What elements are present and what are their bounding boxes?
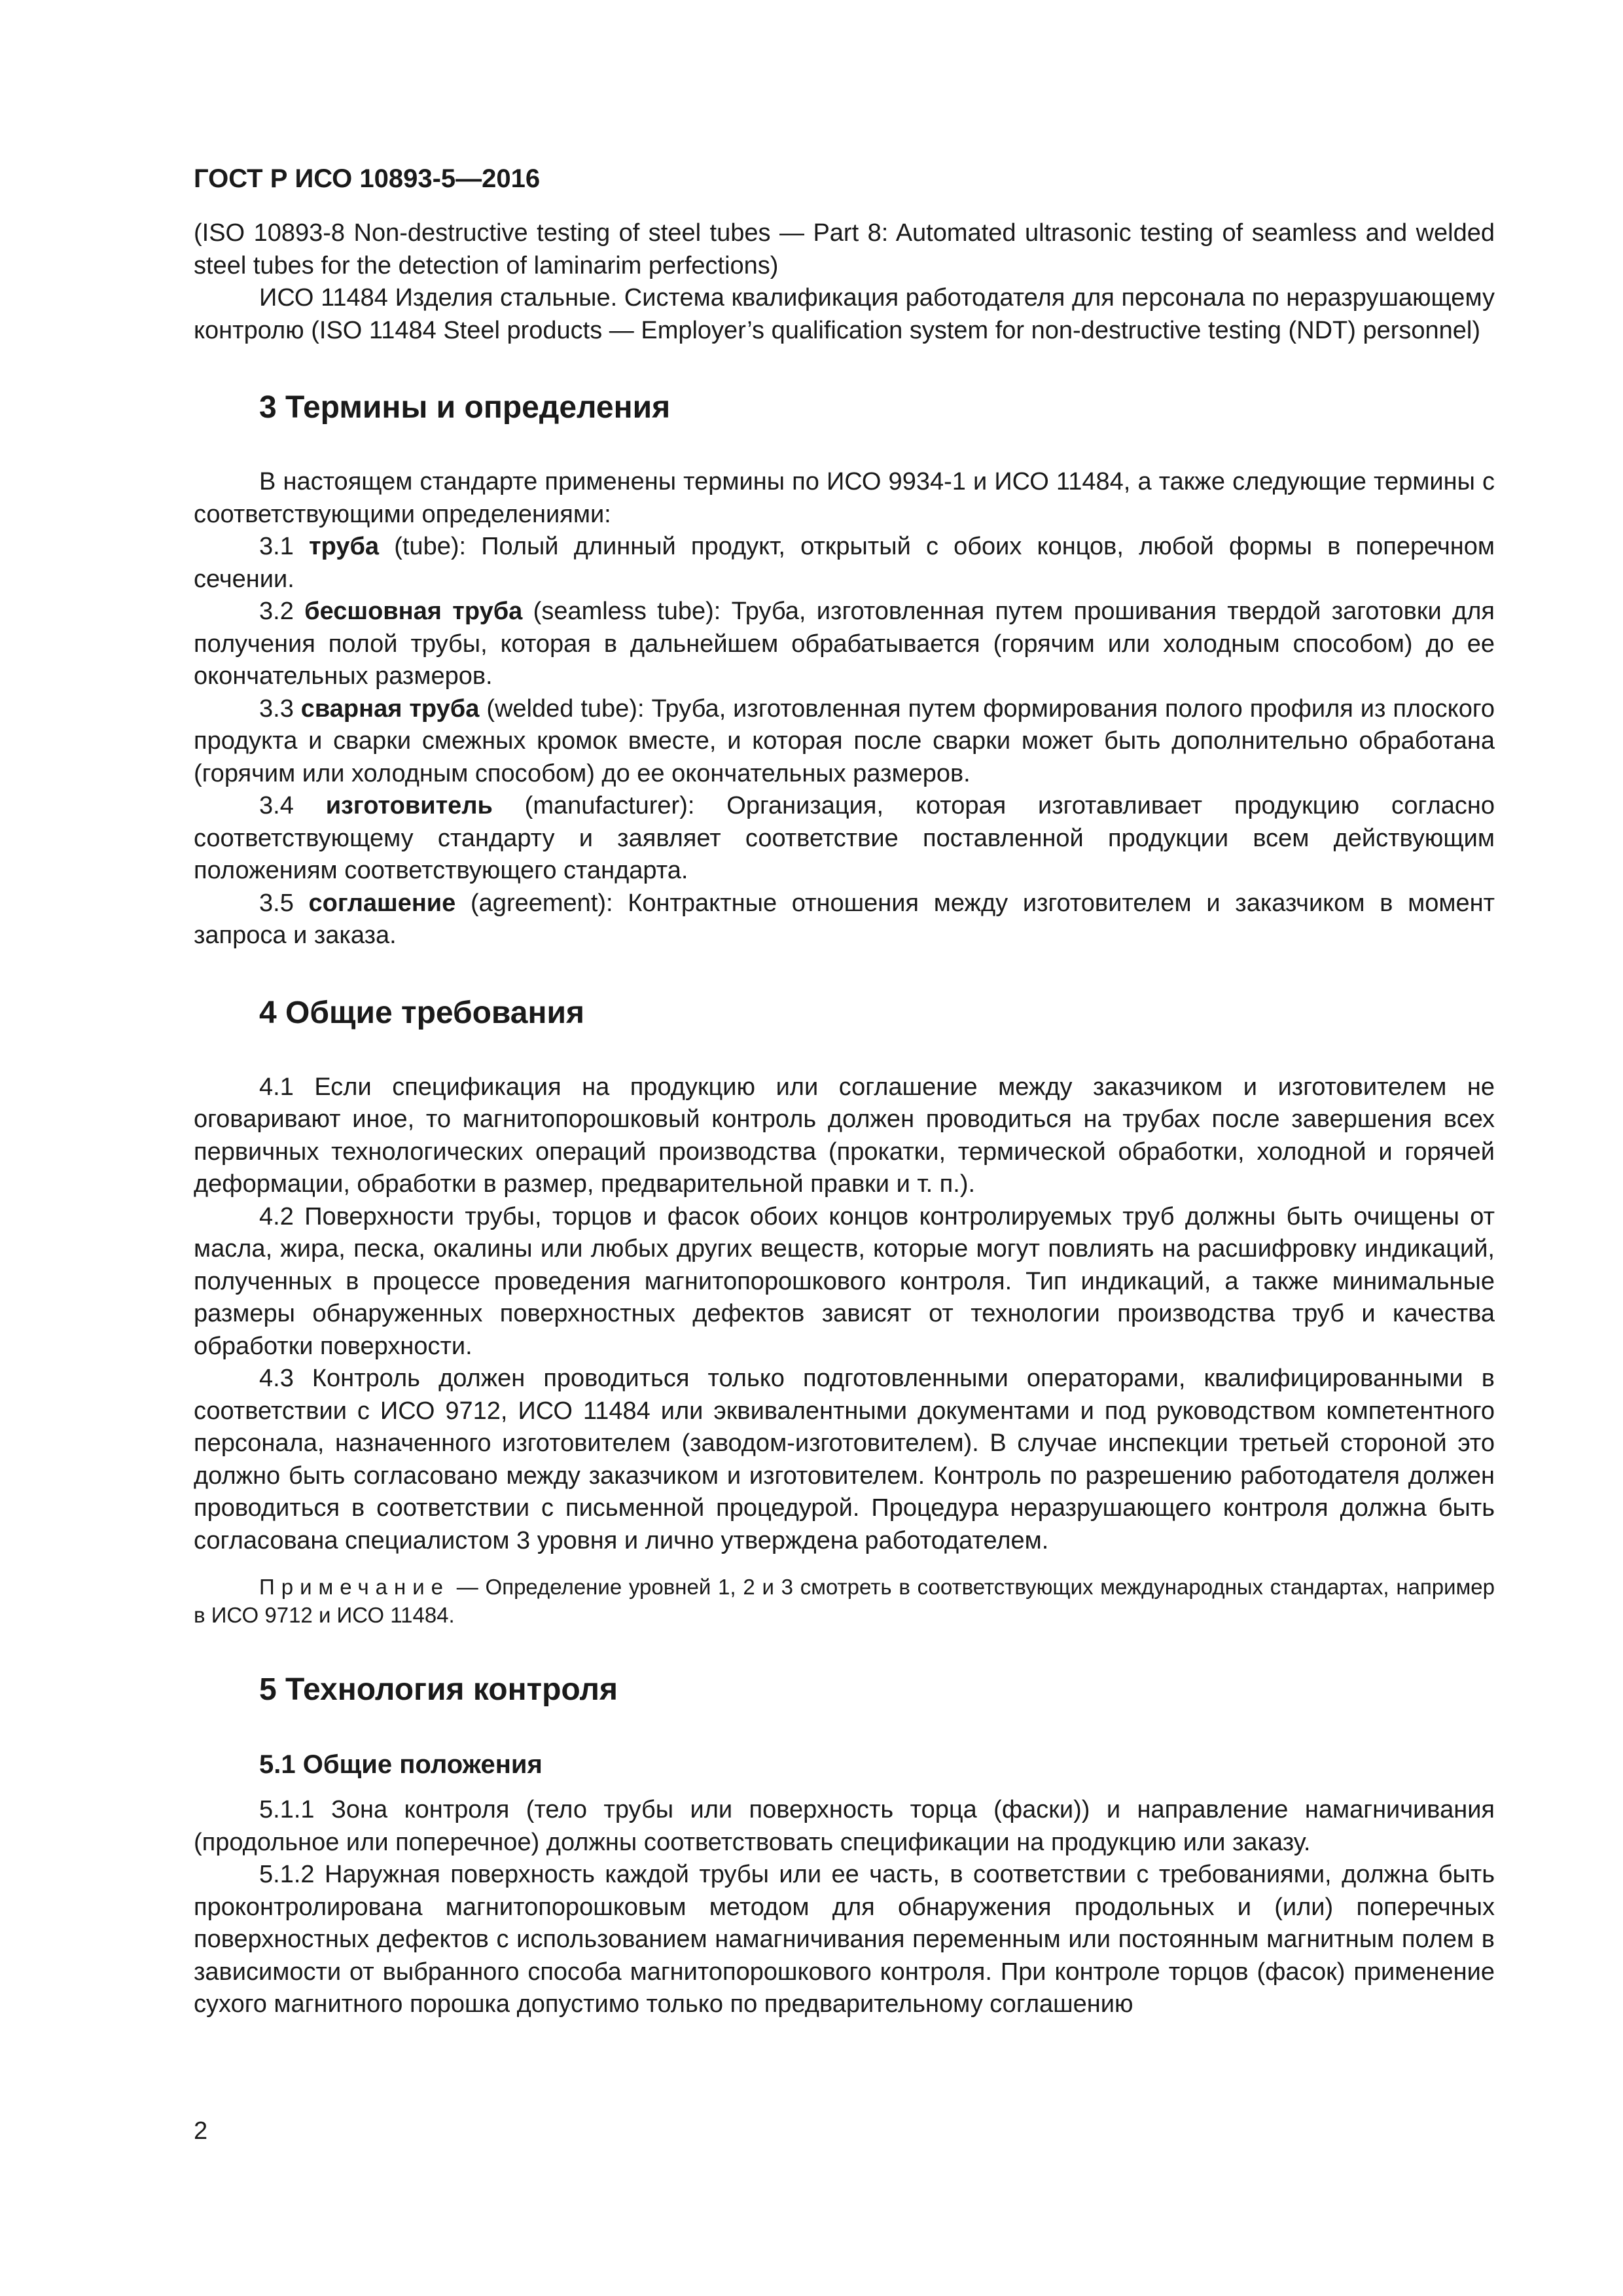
definition-term: бесшовная труба (304, 598, 523, 625)
note-text: — Определение уровней 1, 2 и 3 смотреть в соответствующих международных стандартах, например в ИСО 9712 и ИСО 11484. (194, 1575, 1495, 1627)
definition-term: труба (309, 533, 380, 560)
definition-term: сварная труба (300, 694, 480, 723)
definition-term: изготовитель (325, 792, 493, 819)
clause-5-1-2: 5.1.2 Наружная поверхность каждой трубы или ее часть, в соответствии с требованиями, должна быть проконтролирована магнитопорошковым методом для обнаружения продольных и (или) поперечных поверхностных дефектов с использованием намагничивания переменным или постоянным магнитным полем в зависимости от выбранного способа магнитопорошкового контроля. При контроле торцов (фасок) применение сухого магнитного порошка допустимо только по предварительному соглашению (194, 1861, 1495, 2018)
clause-4-1: 4.1 Если спецификация на продукцию или соглашение между заказчиком и изготовителем не оговаривают иное, то магнитопорошковый контроль должен проводиться на трубах после завершения всех первичных технологических операций производства (прокатки, термической обработки, холодной и горячей деформации, обработки в размер, предварительной правки и т. п.). (194, 1073, 1495, 1198)
definition-number: 3.4 (259, 792, 294, 819)
definition-3-3 (194, 693, 1495, 791)
clause-5-1-1: 5.1.1 Зона контроля (тело трубы или поверхность торца (фаски)) и направление намагничивания (продольное или поперечное) должны соответствовать спецификации на продукцию или заказу. (194, 1796, 1495, 1856)
document-id-header: ГОСТ Р ИСО 10893-5—2016 (194, 164, 541, 193)
subsection-5-1-heading: 5.1 Общие положения (259, 1750, 543, 1779)
page-number: 2 (194, 2117, 208, 2145)
reference-paragraph: (ISO 10893-8 Non-destructive testing of steel tubes — Part 8: Automated ultrasonic testing of seamless and welded steel tubes for the detection of laminarim perfections) (194, 219, 1495, 279)
definition-number: 3.3 (259, 694, 294, 723)
section-3-heading: 3 Термины и определения (259, 390, 671, 425)
definition-3-5 (194, 888, 1495, 952)
section-5-heading: 5 Технология контроля (259, 1672, 618, 1707)
section-3-intro: В настоящем стандарте применены термины по ИСО 9934-1 и ИСО 11484, а также следующие термины с соответствующими определениями: (194, 468, 1495, 528)
section-4-heading: 4 Общие требования (259, 995, 584, 1030)
clause-4-2: 4.2 Поверхности трубы, торцов и фасок обоих концов контролируемых труб должны быть очищены от масла, жира, песка, окалины или любых других веществ, которые могут повлиять на расшифровку индикаций, полученных в процессе проведения магнитопорошкового контроля. Тип индикаций, а также минимальные размеры обнаруженных поверхностных дефектов зависят от технологии производства труб и качества обработки поверхности. (194, 1202, 1495, 1360)
definition-number: 3.2 (259, 598, 294, 625)
definition-number: 3.5 (259, 889, 294, 917)
definition-term: соглашение (308, 889, 456, 917)
note-paragraph (194, 1573, 1495, 1629)
definition-3-2 (194, 596, 1495, 693)
note-label: Примечание (259, 1575, 450, 1599)
definition-number: 3.1 (259, 533, 294, 560)
page-content (194, 162, 1495, 2021)
definition-3-1 (194, 531, 1495, 596)
clause-4-3: 4.3 Контроль должен проводиться только подготовленными операторами, квалифицированными в соответствии с ИСО 9712, ИСО 11484 или эквивалентными документами и под руководством компетентного персонала, назначенного изготовителем (заводом-изготовителем). В случае инспекции третьей стороной это должно быть согласовано между заказчиком и изготовителем. Контроль по разрешению работодателя должен проводиться в соответствии с письменной процедурой. Процедура неразрушающего контроля должна быть согласована специалистом 3 уровня и лично утверждена работодателем. (194, 1365, 1495, 1554)
definition-text: (agreement): Контрактные отношения между изготовителем и заказчиком в момент запроса и заказа. (194, 889, 1495, 949)
definition-text: (seamless tube): Труба, изготовленная путем прошивания твердой заготовки для получения полой трубы, которая в дальнейшем обрабатывается (горячим или холодным способом) до ее окончательных размеров. (194, 598, 1495, 690)
reference-paragraph: ИСО 11484 Изделия стальные. Система квалификация работодателя для персонала по неразрушающему контролю (ISO 11484 Steel products — Employer’s qualification system for non-destructive testing (NDT) personnel) (194, 284, 1495, 344)
definition-text: (manufacturer): Организация, которая изготавливает продукцию согласно соответствующему стандарту и заявляет соответствие поставленной продукции всем действующим положениям соответствующего стандарта. (194, 792, 1495, 884)
definition-text: (welded tube): Труба, изготовленная путем формирования полого профиля из плоского продукта и сварки смежных кромок вместе, и которая после сварки может быть дополнительно обработана (горячим или холодным способом) до ее окончательных размеров. (194, 694, 1495, 787)
definition-text: (tube): Полый длинный продукт, открытый с обоих концов, любой формы в поперечном сечении. (194, 533, 1495, 593)
definition-3-4 (194, 790, 1495, 888)
